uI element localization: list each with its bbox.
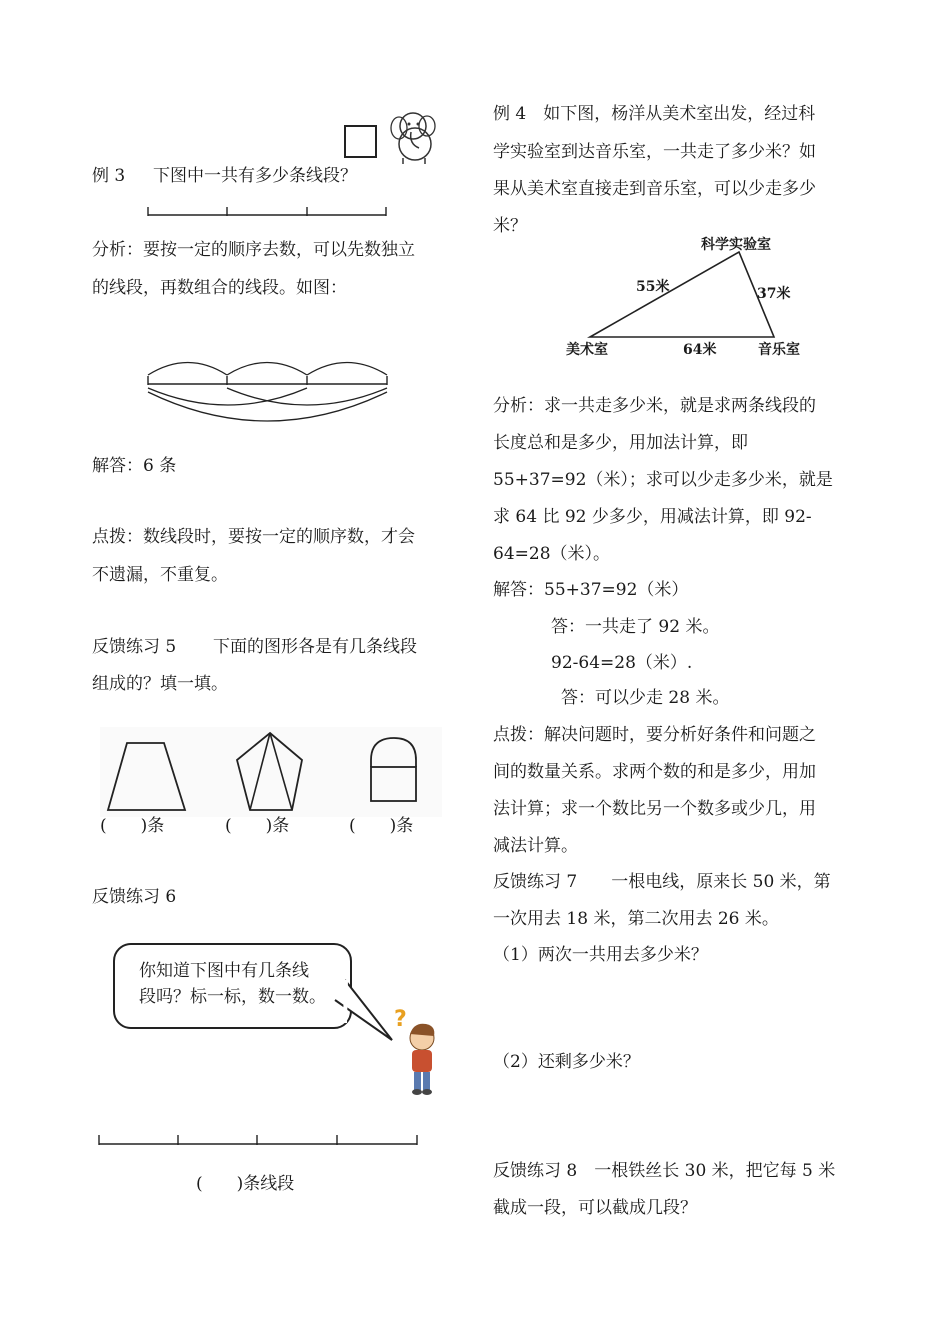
tri-label-right: 音乐室 xyxy=(758,342,800,358)
ex3-title: 例 3 xyxy=(92,166,126,186)
ex4-answer-line3: 92-64=28（米）. xyxy=(551,653,693,673)
ex4-answer-line4: 答：可以少走 28 米。 xyxy=(561,688,730,708)
fb8-line2: 截成一段，可以截成几段？ xyxy=(493,1198,697,1218)
ex4-line3: 果从美术室直接走到音乐室，可以少走多少 xyxy=(493,179,816,199)
tri-label-top: 科学实验室 xyxy=(701,237,771,253)
fb7-line1: 反馈练习 7 一根电线，原来长 50 米，第 xyxy=(493,872,831,892)
fb5-blank-1[interactable]: ( )条 xyxy=(100,816,165,836)
fb7-question1: （1）两次一共用去多少米？ xyxy=(493,945,708,965)
ex4-analysis-line1: 分析：求一共走多少米，就是求两条线段的 xyxy=(493,396,816,416)
bubble-line2: 段吗？标一标，数一数。 xyxy=(139,987,326,1007)
ex4-tip-line2: 间的数量关系。求两个数的和是多少，用加 xyxy=(493,762,816,782)
fb6-title: 反馈练习 6 xyxy=(92,887,177,907)
tri-length-right: 37米 xyxy=(757,286,791,302)
ex3-analysis-line1: 分析：要按一定的顺序去数，可以先数独立 xyxy=(92,240,415,260)
ex4-line1: 例 4 如下图，杨洋从美术室出发，经过科 xyxy=(493,104,816,124)
ex3-question: 下图中一共有多少条线段？ xyxy=(153,166,357,186)
ex4-tip-line1: 点拨：解决问题时，要分析好条件和问题之 xyxy=(493,725,816,745)
ex4-line2: 学实验室到达音乐室，一共走了多少米？如 xyxy=(493,142,816,162)
ex4-analysis-line4: 求 64 比 92 少多少，用减法计算，即 92- xyxy=(493,507,812,527)
fb5-blank-2[interactable]: ( )条 xyxy=(225,816,290,836)
tri-label-left: 美术室 xyxy=(566,342,608,358)
fb5-question-line2: 组成的？填一填。 xyxy=(92,674,228,694)
tri-length-bottom: 64米 xyxy=(683,342,717,358)
ex3-analysis-line2: 的线段，再数组合的线段。如图： xyxy=(92,278,347,298)
ex4-analysis-line3: 55+37=92（米）；求可以少走多少米，就是 xyxy=(493,470,833,490)
ex3-answer: 解答：6 条 xyxy=(92,456,177,476)
ex4-analysis-line5: 64=28（米）。 xyxy=(493,544,611,564)
fb7-line2: 一次用去 18 米，第二次用去 26 米。 xyxy=(493,909,779,929)
fb6-blank[interactable]: ( )条线段 xyxy=(196,1174,295,1194)
bubble-line1: 你知道下图中有几条线 xyxy=(139,961,309,981)
fb8-line1: 反馈练习 8 一根铁丝长 30 米，把它每 5 米 xyxy=(493,1161,836,1181)
fb5-title: 反馈练习 5 xyxy=(92,637,177,657)
ex4-tip-line3: 法计算；求一个数比另一个数多或少几，用 xyxy=(493,799,816,819)
ex4-answer-line1: 解答：55+37=92（米） xyxy=(493,580,689,600)
ex4-answer-line2: 答：一共走了 92 米。 xyxy=(551,617,720,637)
svg-text:?: ? xyxy=(394,1007,407,1032)
ex4-analysis-line2: 长度总和是多少，用加法计算，即 xyxy=(493,433,748,453)
tri-length-left: 55米 xyxy=(636,279,670,295)
ex3-tip-line1: 点拨：数线段时，要按一定的顺序数，才会 xyxy=(92,527,415,547)
fb5-question-line1: 下面的图形各是有几条线段 xyxy=(213,637,417,657)
fb7-question2: （2）还剩多少米？ xyxy=(493,1052,640,1072)
fb5-blank-3[interactable]: ( )条 xyxy=(349,816,414,836)
ex4-tip-line4: 减法计算。 xyxy=(493,836,578,856)
ex4-line4: 米？ xyxy=(493,216,527,236)
ex3-tip-line2: 不遗漏，不重复。 xyxy=(92,565,228,585)
